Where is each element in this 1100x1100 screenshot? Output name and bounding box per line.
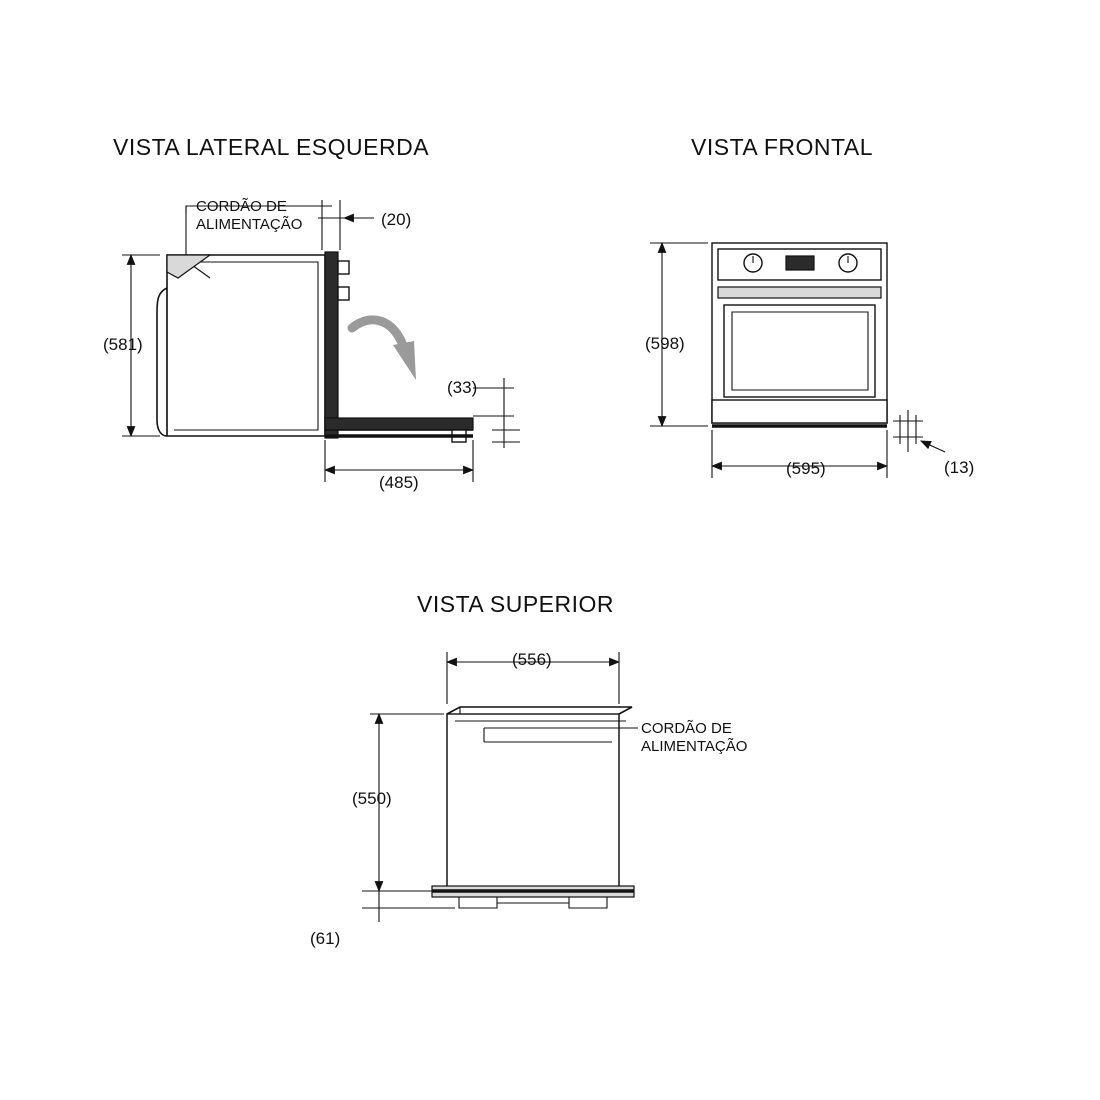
dim-top-depth: (550) <box>352 789 392 808</box>
dim-side-door-thickness: (33) <box>447 378 478 397</box>
dim-front-height: (598) <box>645 334 685 353</box>
side-power-cord-note-line2: ALIMENTAÇÃO <box>196 216 303 233</box>
front-view-geometry <box>650 243 945 478</box>
dim-top-width: (556) <box>512 650 552 669</box>
side-power-cord-note-line1: CORDÃO DE <box>196 198 287 215</box>
dim-front-width: (595) <box>786 459 826 478</box>
side-view-geometry <box>122 200 520 482</box>
dim-front-foot-height: (13) <box>944 458 975 477</box>
top-power-cord-note <box>641 720 747 756</box>
top-power-cord-note-line1: CORDÃO DE <box>641 720 732 737</box>
top-power-cord-note-line2: ALIMENTAÇÃO <box>641 738 748 755</box>
view-title-side: VISTA LATERAL ESQUERDA <box>113 134 430 160</box>
dim-side-top-offset: (20) <box>381 210 412 229</box>
top-view-geometry <box>362 652 638 922</box>
dim-top-rear-offset: (61) <box>310 929 341 948</box>
side-power-cord-note <box>196 198 302 234</box>
view-title-front: VISTA FRONTAL <box>691 134 874 160</box>
dim-side-door-open-depth: (485) <box>379 473 419 492</box>
dim-side-height: (581) <box>103 335 143 354</box>
view-title-top: VISTA SUPERIOR <box>417 591 615 617</box>
